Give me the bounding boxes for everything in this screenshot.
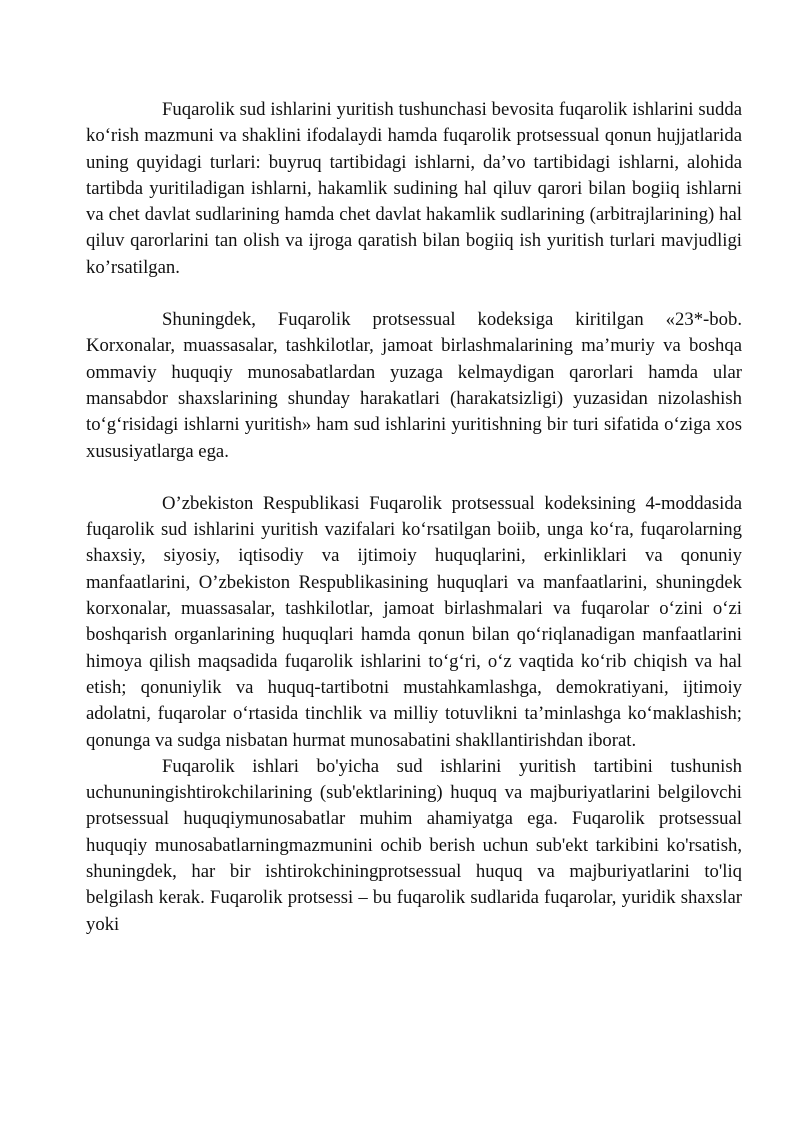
document-page xyxy=(86,97,742,938)
paragraph-chapter-23-disputes: Shuningdek, Fuqarolik protsessual kodeksiga kiritilgan «23*-bob. Korxonalar, muassasalar, tashkilotlar, jamoat birlashmalarining ma’muriy va boshqa ommaviy huquqiy munosabatlardan yuzaga kelmaydigan qarorlari hamda ular mansabdor shaxslarining shunday harakatlari (harakatsizligi) yuzasidan nizolashish to‘g‘risidagi ishlarni yuritish» ham sud ishlarini yuritishning bir turi sifatida o‘ziga xos xususiyatlarga ega. xyxy=(86,309,742,462)
paragraph-procedural-relations: Fuqarolik ishlari bo'yicha sud ishlarini yuritish tartibini tushunish uchununingishtirokchilarining (sub'ektlarining) huquq va majburiyatlarini belgilovchi protsessual huquqiymunosabatlar muhim ahamiyatga ega. Fuqarolik protsessual huquqiy munosabatlarningmazmunini ochib berish uchun sub'ekt tarkibini ko'rsatish, shuningdek, har bir ishtirokchiningprotsessual huquq va majburiyatlarini to'liq belgilash kerak. Fuqarolik protsessi – bu fuqarolik sudlarida fuqarolar, yuridik shaxslar yoki xyxy=(86,755,742,935)
paragraph-civil-proceedings-concept: Fuqarolik sud ishlarini yuritish tushunchasi bevosita fuqarolik ishlarini sudda ko‘rish mazmuni va shaklini ifodalaydi hamda fuqarolik protsessual qonun hujjatlarida uning quyidagi turlari: buyruq tartibidagi ishlarni, da’vo tartibidagi ishlarni, alohida tartibda yuritiladigan ishlarni, hakamlik sudining hal qiluv qarori bilan bogiiq ishlarni va chet davlat sudlarining hamda chet davlat hakamlik sudlarining (arbitrajlarining) hal qiluv qarorlarini tan olish va ijroga qaratish bilan bogiiq ish yuritish turlari mavjudligi ko’rsatilgan. xyxy=(86,99,742,278)
paragraph-article-4-tasks: O’zbekiston Respublikasi Fuqarolik protsessual kodeksining 4-moddasida fuqarolik sud ishlarini yuritish vazifalari ko‘rsatilgan boiib, unga ko‘ra, fuqarolarning shaxsiy, siyosiy, iqtisodiy va ijtimoiy huquqlarini, erkinliklari va qonuniy manfaatlarini, O’zbekiston Respublikasining huquqlari va manfaatlarini, shuningdek korxonalar, muassasalar, tashkilotlar, jamoat birlashmalari va fuqarolar o‘zini o‘zi boshqarish organlarining huquqlari hamda qonun bilan qo‘riqlanadigan manfaatlarini himoya qilish maqsadida fuqarolik ishlarini to‘g‘ri, o‘z vaqtida ko‘rib chiqish va hal etish; qonuniylik va huquq-tartibotni mustahkamlashga, demokratiyani, ijtimoiy adolatni, fuqarolar o‘rtasida tinchlik va milliy totuvlikni ta’minlashga ko‘maklashish; qonunga va sudga nisbatan hurmat munosabatini shakllantirishdan iborat. xyxy=(86,492,742,751)
